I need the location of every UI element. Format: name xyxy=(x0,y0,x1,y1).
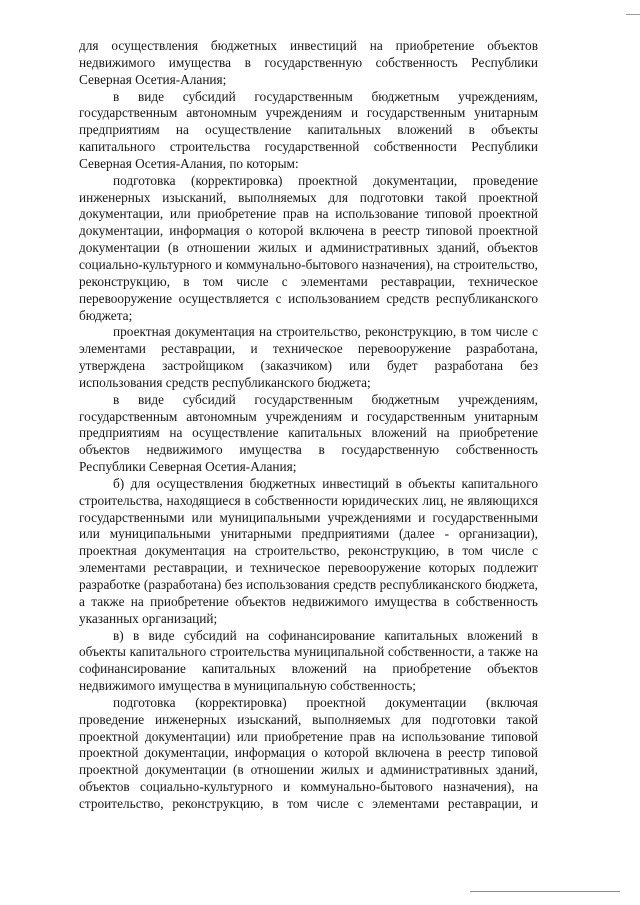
paragraph-7: в) в виде субсидий на софинансирование капитальных вложений в объекты капитального строительства муниципальной собственности, а также на софинансирование капитальных вложений на приобретение объектов недвижимого имущества в муниципальную собственность; xyxy=(79,627,538,694)
document-body xyxy=(79,38,538,813)
paragraph-3: подготовка (корректировка) проектной документации, проведение инженерных изысканий, выполняемых для подготовки такой проектной документации, или приобретение прав на использование типовой проектной документации, информация о которой включена в реестр типовой проектной документации (в отношении жилых и административных зданий, объектов социально-культурного и коммунально-бытового назначения), на строительство, реконструкцию, в том числе с элементами реставрации, техническое перевооружение осуществляется с использованием средств республиканского бюджета; xyxy=(79,172,538,323)
paragraph-6: б) для осуществления бюджетных инвестиций в объекты капитального строительства, находящиеся в собственности юридических лиц, не являющихся государственными или муниципальными учреждениями и государственными или муниципальными унитарными предприятиями (далее - организации), проектная документация на строительство, реконструкцию, в том числе с элементами реставрации, и техническое перевооружение которых подлежит разработке (разработана) без использования средств республиканского бюджета, а также на приобретение объектов недвижимого имущества в собственность указанных организаций; xyxy=(79,475,538,626)
page-edge-mark xyxy=(626,14,640,15)
paragraph-8: подготовка (корректировка) проектной документации (включая проведение инженерных изысканий, выполняемых для подготовки такой проектной документации) или приобретение прав на использование типовой проектной документации, информация о которой включена в реестр типовой проектной документации (в отношении жилых и административных зданий, объектов социально-культурного и коммунально-бытового назначения), на строительство, реконструкцию, в том числе с элементами реставрации, и xyxy=(79,694,538,811)
paragraph-5: в виде субсидий государственным бюджетным учреждениям, государственным автономным учреждениям и государственным унитарным предприятиям на осуществление капитальных вложений на приобретение объектов недвижимого имущества в государственную собственность Республики Северная Осетия-Алания; xyxy=(79,391,538,475)
paragraph-4: проектная документация на строительство, реконструкцию, в том числе с элементами реставрации, и техническое перевооружение разработана, утверждена застройщиком (заказчиком) или будет разработана без использования средств республиканского бюджета; xyxy=(79,324,538,390)
paragraph-2: в виде субсидий государственным бюджетным учреждениям, государственным автономным учреждениям и государственным унитарным предприятиям на осуществление капитальных вложений в объекты капитального строительства государственной собственности Республики Северная Осетия-Алания, по которым: xyxy=(79,88,538,171)
paragraph-1: для осуществления бюджетных инвестиций на приобретение объектов недвижимого имущества в государственную собственность Республики Северная Осетия-Алания; xyxy=(79,38,538,87)
bottom-rule-line xyxy=(470,891,620,892)
